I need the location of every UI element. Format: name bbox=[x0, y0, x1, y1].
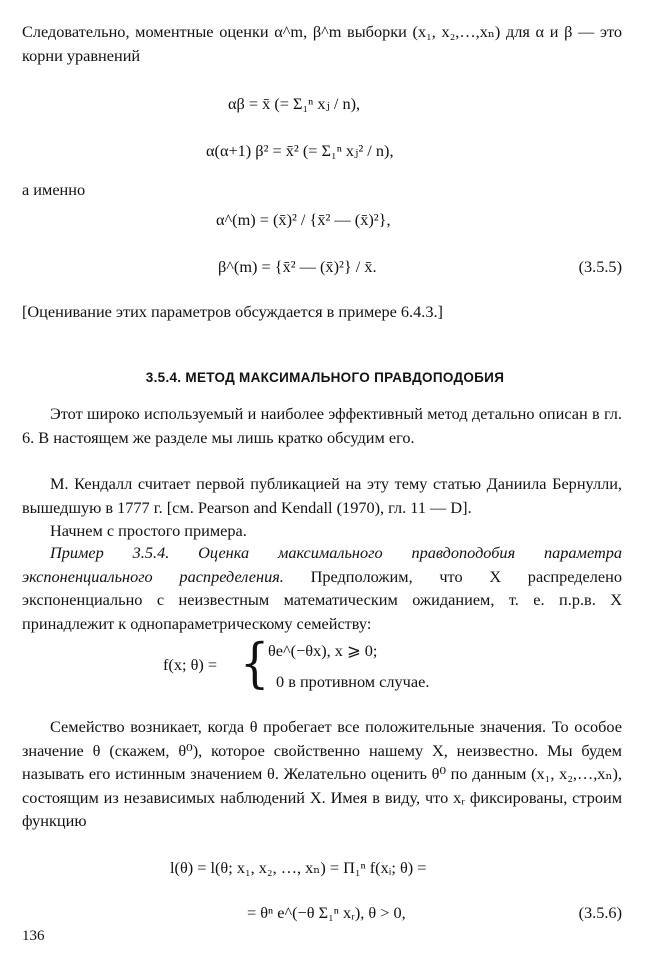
example-body: Предположим, что X распределено экспоненциально с неизвестным математическим ожиданием, т. е. п.р.в. X принадлежит к однопараметрическому семейству: bbox=[22, 566, 622, 633]
equation-likelihood: l(θ) = l(θ; x₁, x₂, …, xₙ) = Π₁ⁿ f(xᵢ; θ) = bbox=[170, 858, 427, 877]
equation-density-case-otherwise: 0 в противном случае. bbox=[276, 672, 430, 691]
equation-number-355: (3.5.5) bbox=[578, 257, 622, 276]
equation-density-case-positive: θe^(−θx), x ⩾ 0; bbox=[268, 641, 378, 660]
section-heading: 3.5.4. МЕТОД МАКСИМАЛЬНОГО ПРАВДОПОДОБИЯ bbox=[145, 370, 505, 385]
equation-density-lhs: f(x; θ) = bbox=[163, 655, 218, 674]
paragraph-intro: Следовательно, моментные оценки α^m, β^m выборки (x₁, x₂,…,xₙ) для α и β — это корни уравнений bbox=[22, 22, 622, 65]
page-number: 136 bbox=[22, 928, 45, 944]
paragraph-reference-example: [Оценивание этих параметров обсуждается в примере 6.4.3.] bbox=[22, 302, 443, 321]
paragraph-family: Семейство возникает, когда θ пробегает все положительные значения. То особое значение θ (скажем, θ⁰), которое свойственно нашему X, неизвестно. Мы будем называть его истинным значением θ. Желательно оценить θ⁰ по данным (x₁, x₂,…,xₙ), состоящим из независимых наблюдений X. Имея в виду, что xᵣ фиксированы, строим функцию bbox=[22, 717, 622, 830]
paragraph-history: М. Кендалл считает первой публикацией на эту тему статью Даниила Бернулли, вышедшую в 1777 г. [см. Pearson and Kendall (1970), гл. 11 — D]. bbox=[22, 474, 622, 517]
equation-beta-estimate: β^(m) = {x̄² — (x̄)²} / x̄. bbox=[218, 257, 377, 276]
paragraph-simple-example: Начнем с простого примера. bbox=[50, 521, 247, 540]
paragraph-namely: а именно bbox=[22, 180, 86, 199]
example-title: Пример 3.5.4. Оценка максимального правдоподобия параметра экспоненциального распределения. bbox=[22, 543, 622, 586]
paragraph-example-354 bbox=[22, 541, 622, 635]
equation-number-356: (3.5.6) bbox=[578, 903, 622, 922]
equation-likelihood-result: = θⁿ e^(−θ Σ₁ⁿ xᵣ), θ > 0, bbox=[247, 903, 406, 922]
cases-brace: { bbox=[240, 631, 270, 695]
equation-alpha-estimate: α^(m) = (x̄)² / {x̄² — (x̄)²}, bbox=[216, 210, 391, 229]
equation-moment-2: α(α+1) β² = x̄² (= Σ₁ⁿ xⱼ² / n), bbox=[206, 141, 394, 160]
equation-moment-1: αβ = x̄ (= Σ₁ⁿ xⱼ / n), bbox=[228, 94, 361, 113]
paragraph-method-description: Этот широко используемый и наиболее эффективный метод детально описан в гл. 6. В настоящем же разделе мы лишь кратко обсудим его. bbox=[22, 404, 622, 447]
